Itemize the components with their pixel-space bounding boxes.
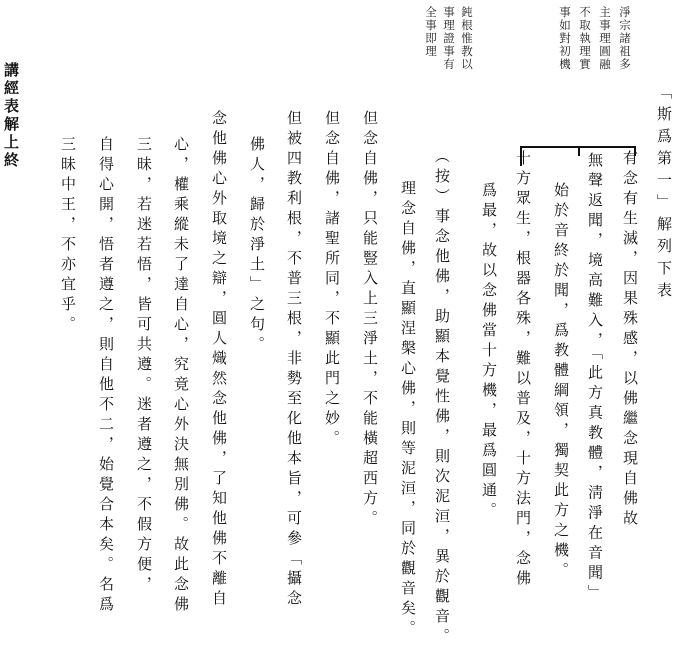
note-column-1: 淨宗諸祖多: [618, 6, 632, 71]
body-paragraph-4b: 佛人，歸於淨土」之句。: [248, 136, 266, 356]
body-paragraph-3: 但念自佛，諸聖所同，不顯此門之妙。: [323, 110, 341, 450]
bracket-tick-2: [578, 146, 580, 156]
table-branch-3b: 爲最，故以念佛當十方機，最爲圓通。: [480, 182, 498, 522]
body-paragraph-5b: 心，權乘縱未了達自心，究竟心外決無別佛。故此念佛: [172, 136, 190, 616]
note-column-4: 事如對初機: [558, 6, 572, 71]
body-paragraph-5e: 三昧中王，不亦宜乎。: [59, 136, 77, 336]
table-branch-2b: 始於音終於聞，爲教體綱領，獨契此方之機。: [552, 182, 570, 582]
note-column-2: 主事理圓融: [598, 6, 612, 71]
body-paragraph-1a: （按）事念他佛，助顯本覺性佛，則次泥洹，異於觀音。: [433, 148, 451, 648]
table-branch-3a: 十方眾生，根器各殊，難以普及，十方法門，念佛: [514, 150, 532, 590]
note-column-7: 全事即理: [424, 6, 438, 58]
note-column-3: 不取執理實: [578, 6, 592, 71]
body-paragraph-5d: 自得心開，悟者遵之，則自他不二，始覺合本矣。名爲: [97, 136, 115, 616]
table-branch-2a: 無聲返聞，境高難入，「此方真教體，淸淨在音聞」: [586, 152, 604, 605]
body-paragraph-5a: 念他佛心外取境之辯，圓人熾然念他佛，了知他佛不離自: [210, 110, 228, 610]
note-column-6: 事理證事有: [442, 6, 456, 71]
body-paragraph-1b: 理念自佛，直顯涅槃心佛，則等泥洹，同於觀音矣。: [399, 180, 417, 640]
body-paragraph-2: 但念自佛，只能豎入上三淨土，不能橫超西方。: [361, 110, 379, 530]
body-paragraph-4: 但被四教利根，不普三根，非勢至化他本旨，可參「攝念: [285, 110, 303, 610]
body-paragraph-5c: 三昧，若迷若悟，皆可共遵。迷者遵之，不假方便，: [135, 136, 153, 596]
table-branch-1: 有念有生滅，因果殊感，以佛繼念現自佛故: [621, 150, 639, 530]
note-column-5: 鈍根惟教以: [460, 6, 474, 71]
volume-end-label: 講經表解上終: [2, 62, 20, 170]
heading-title: 「斯爲第一」解列下表: [655, 84, 673, 304]
